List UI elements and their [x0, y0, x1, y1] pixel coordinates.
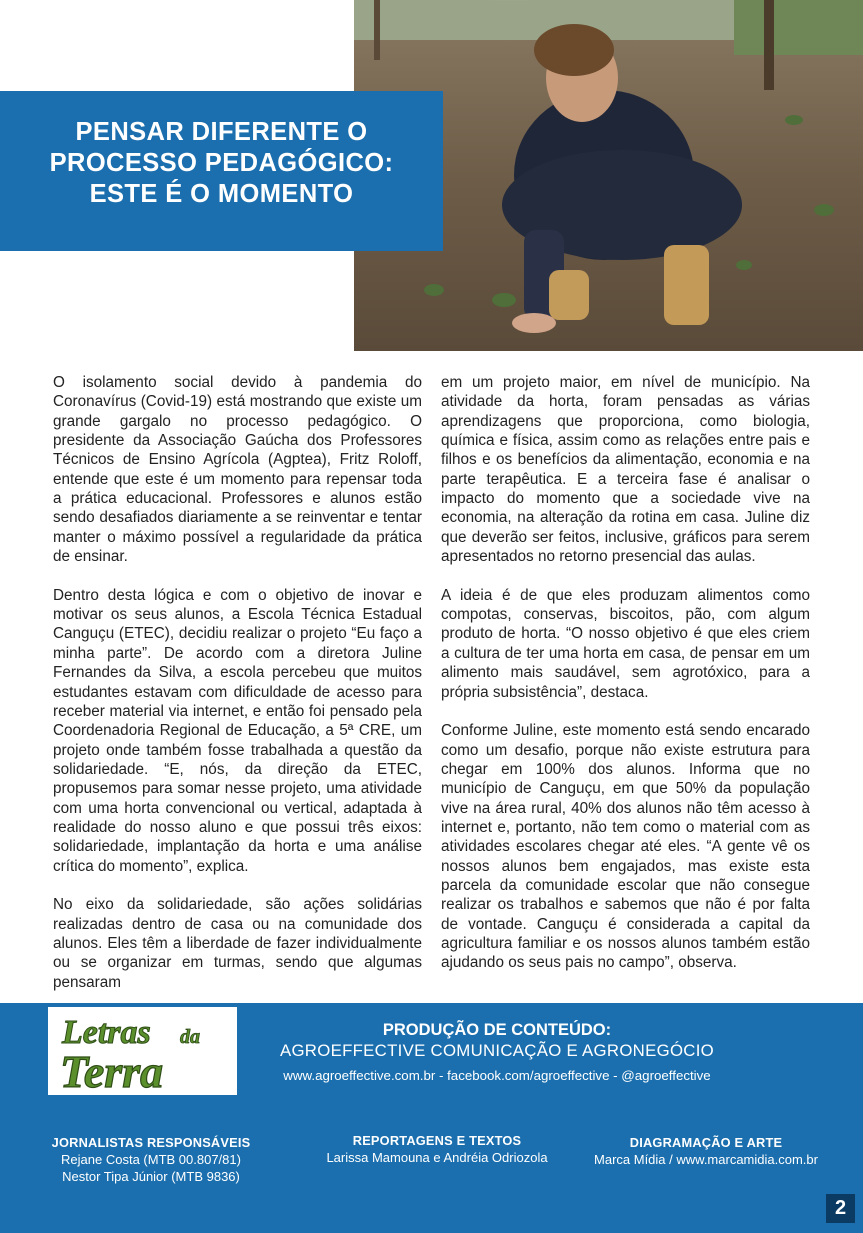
credit-line: Rejane Costa (MTB 00.807/81) [61, 1152, 241, 1167]
production-heading: PRODUÇÃO DE CONTEÚDO: [382, 1021, 612, 1039]
article-column-left [53, 373, 422, 1011]
svg-text:Terra: Terra [60, 1046, 164, 1095]
paragraph: O isolamento social devido à pandemia do Coronavírus (Covid-19) está mostrando que existe um grande gargalo no processo pedagógico. O presidente da Associação Gaúcha dos Professores Técnicos de Ensino Agrícola (Agptea), Fritz Roloff, entende que este é um momento para repensar toda a prática educacional. Professores e alunos estão sendo desafiados diariamente a se reinventar e tentar manter o máximo possível a regularidade da prática de ensinar. [53, 374, 422, 566]
paragraph: A ideia é de que eles produzam alimentos como compotas, conservas, biscoitos, pão, com algum produto de horta. “O nosso objetivo é que eles criem a cultura de ter uma horta em casa, de pensar em um alimento mais saudável, sem agrotóxico, para a própria subsistência”, destaca. [441, 586, 810, 701]
page-number: 2 [826, 1194, 855, 1223]
paragraph: em um projeto maior, em nível de município. Na atividade da horta, foram pensadas as várias aprendizagens que proporciona, como biologia, química e física, assim como as relações entre pais e filhos e os benefícios da alimentação, economia e na parte terapêutica. E a terceira fase é analisar o impacto do momento que a sociedade vive na economia, na alteração da rotina em casa. Juline diz que deverão ser feitos, inclusive, gráficos para serem apresentados no retorno presencial das aulas. [441, 374, 810, 566]
production-company: AGROEFFECTIVE COMUNICAÇÃO E AGRONEGÓCIO [279, 1041, 715, 1060]
production-links: www.agroeffective.com.br - facebook.com/agroeffective - @agroeffective [283, 1068, 711, 1083]
svg-text:da: da [180, 1026, 200, 1048]
paragraph: Dentro desta lógica e com o objetivo de inovar e motivar os seus alunos, a Escola Técnica Estadual Canguçu (ETEC), decidiu realizar o projeto “Eu faço a minha parte”. De acordo com a diretora Juline Fernandes da Silva, a escola percebeu que muitos estudantes estavam com dificuldade de acesso para receber material via internet, e então foi pensado pela Coordenadoria Regional de Educação, a 5ª CRE, um projeto onde também fosse trabalhada a questão da solidariedade. “E, nós, da direção da ETEC, propusemos para somar nesse projeto, uma atividade com uma horta convencional ou vertical, adaptada à realidade do nosso aluno e que possui três eixos: solidariedade, implantação da horta e uma análise crítica do momento”, explica. [53, 586, 422, 875]
logo [48, 1007, 237, 1095]
title-line: PENSAR DIFERENTE O [75, 118, 368, 146]
paragraph: No eixo da solidariedade, são ações solidárias realizadas dentro de casa ou na comunidade dos alunos. Eles têm a liberdade de fazer individualmente ou se organizar em turmas, sendo que algumas pensaram [53, 896, 422, 991]
credit-heading: DIAGRAMAÇÃO E ARTE [629, 1135, 783, 1150]
production-info [262, 1020, 732, 1086]
credit-line: Marca Mídia / www.marcamidia.com.br [594, 1152, 818, 1167]
credit-line: Nestor Tipa Júnior (MTB 9836) [62, 1169, 240, 1184]
credit-heading: REPORTAGENS E TEXTOS [352, 1133, 522, 1148]
credit-reports [300, 1132, 574, 1166]
credit-design [586, 1134, 826, 1168]
article-column-right [441, 373, 810, 992]
letras-da-terra-logo-icon [48, 1007, 237, 1095]
title-line: ESTE É O MOMENTO [89, 180, 354, 208]
title-line: PROCESSO PEDAGÓGICO: [49, 149, 394, 177]
credit-journalists [48, 1134, 254, 1185]
credit-heading: JORNALISTAS RESPONSÁVEIS [51, 1135, 251, 1150]
credit-line: Larissa Mamouna e Andréia Odriozola [326, 1150, 548, 1165]
footer [0, 1003, 863, 1233]
svg-text:Letras: Letras [62, 1014, 151, 1051]
paragraph: Conforme Juline, este momento está sendo encarado como um desafio, porque não existe estrutura para chegar em 100% dos alunos. Informa que no município de Canguçu, em que 50% da população vive na área rural, 40% dos alunos não têm acesso à internet e, portanto, não tem como o material com as atividades escolares chegar até eles. “A gente vê os nossos alunos bem engajados, mas existe esta parcela da comunidade escolar que não consegue realizar os trabalhos e sabemos que não é por falta de vontade. Canguçu é considerada a capital da agricultura familiar e os nossos alunos também estão ajudando os seus pais no campo”, observa. [441, 722, 810, 972]
title-box [0, 91, 443, 251]
